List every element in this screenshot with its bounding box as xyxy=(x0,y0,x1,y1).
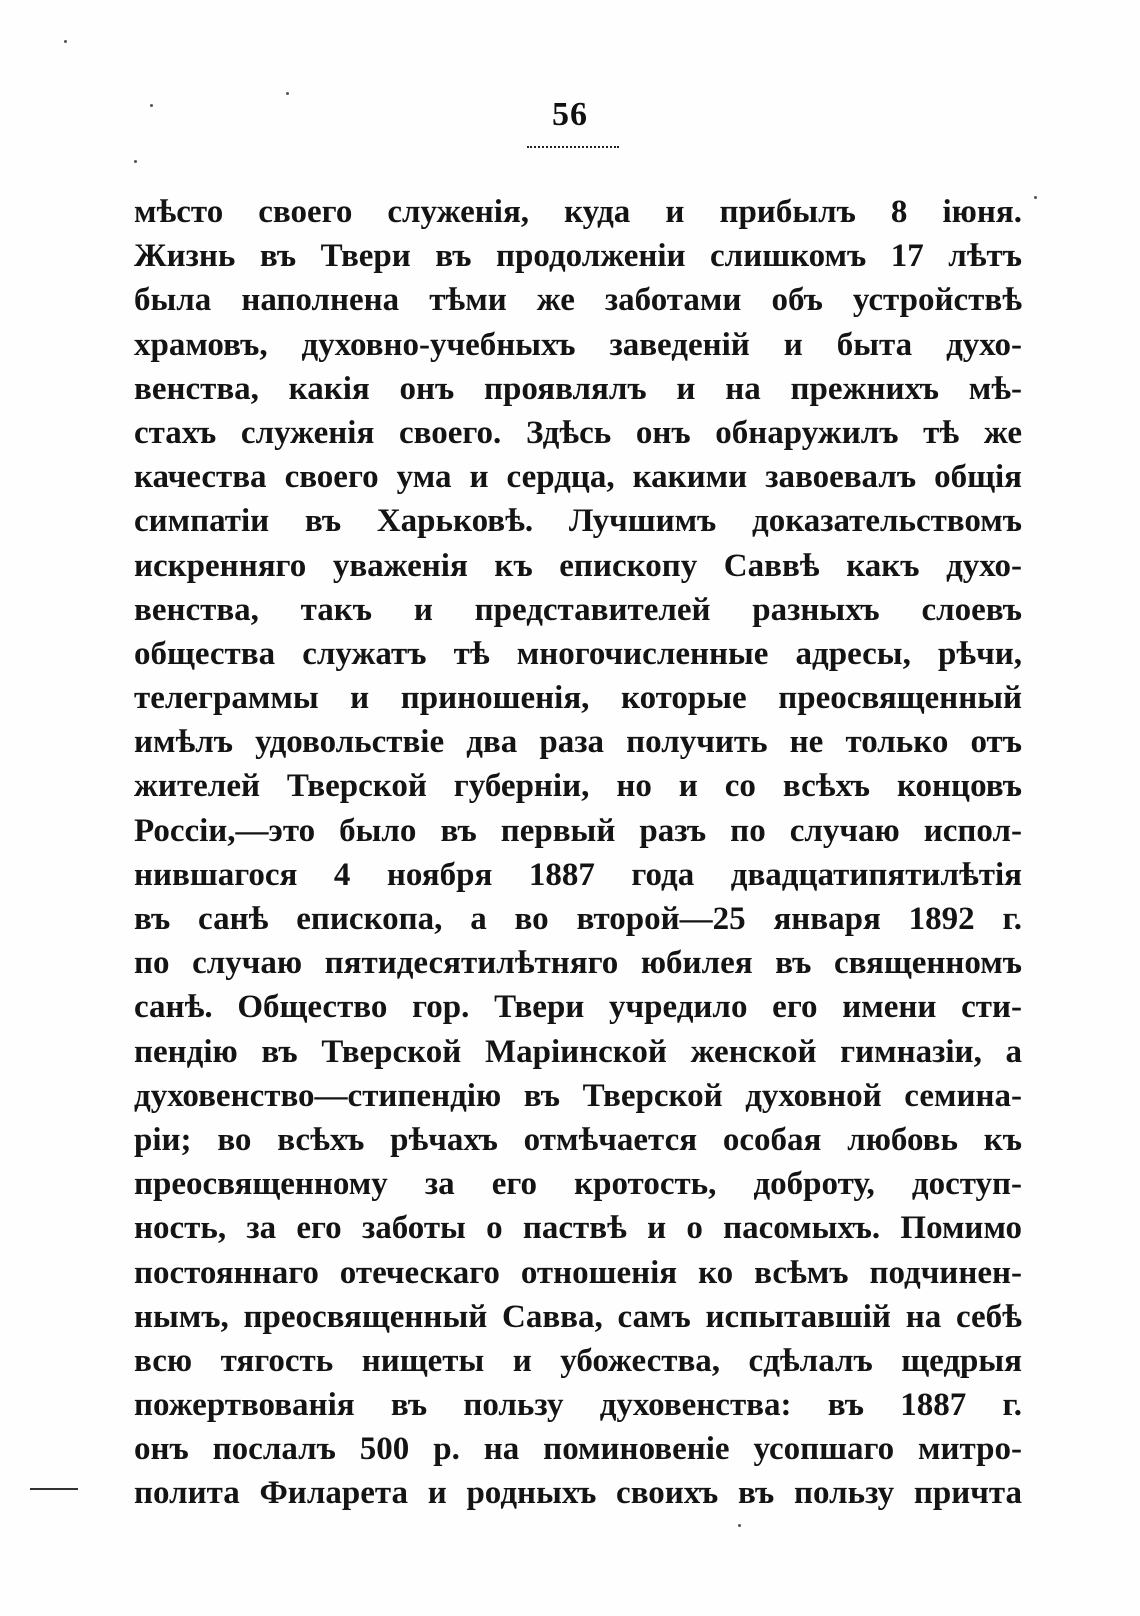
text-line: духовенство—стипендію въ Тверской духовной семина- xyxy=(134,1077,1022,1114)
text-line: нившагося 4 ноября 1887 года двадцатипятилѣтія xyxy=(134,856,1022,893)
text-line: пожертвованія въ пользу духовенства: въ 1887 г. xyxy=(134,1387,1022,1424)
text-line: полита Филарета и родныхъ своихъ въ пользу причта xyxy=(134,1475,1022,1512)
body-text xyxy=(134,190,1022,1516)
text-line: венства, такъ и представителей разныхъ слоевъ xyxy=(134,591,1022,628)
text-line: Россіи,—это было въ первый разъ по случаю испол- xyxy=(134,812,1022,849)
text-line: имѣлъ удовольствіе два раза получить не только отъ xyxy=(134,724,1022,761)
text-line: въ санѣ епископа, а во второй—25 января 1892 г. xyxy=(134,901,1022,937)
text-line: искренняго уваженія къ епископу Саввѣ какъ духо- xyxy=(134,547,1022,584)
text-line: по случаю пятидесятилѣтняго юбилея въ священномъ xyxy=(134,945,1022,982)
print-speck xyxy=(738,1524,741,1527)
text-line: была наполнена тѣми же заботами объ устройствѣ xyxy=(134,282,1022,319)
text-line: венства, какія онъ проявлялъ и на прежнихъ мѣ- xyxy=(134,370,1022,407)
print-speck xyxy=(286,92,289,95)
page-number-underline xyxy=(527,146,619,148)
text-line: Жизнь въ Твери въ продолженіи слишкомъ 17 лѣтъ xyxy=(134,238,1022,275)
text-line: постояннаго отеческаго отношенія ко всѣмъ подчинен- xyxy=(134,1254,1022,1291)
margin-dash-mark xyxy=(30,1488,78,1490)
text-line: онъ послалъ 500 р. на поминовеніе усопшаго митро- xyxy=(134,1431,1022,1468)
text-line: ріи; во всѣхъ рѣчахъ отмѣчается особая любовь къ xyxy=(134,1121,1022,1158)
text-line: пендію въ Тверской Маріинской женской гимназіи, а xyxy=(134,1033,1022,1070)
text-line: ность, за его заботы о паствѣ и о пасомыхъ. Помимо xyxy=(134,1210,1022,1247)
print-speck xyxy=(134,160,137,163)
text-line: санѣ. Общество гор. Твери учредило его имени сти- xyxy=(134,989,1022,1026)
page-number: 56 xyxy=(552,96,588,133)
text-line: стахъ служенія своего. Здѣсь онъ обнаружилъ тѣ же xyxy=(134,414,1022,451)
print-speck xyxy=(64,40,67,43)
text-line: общества служатъ тѣ многочисленные адресы, рѣчи, xyxy=(134,635,1022,672)
text-line: мѣсто своего служенія, куда и прибылъ 8 іюня. xyxy=(134,194,1022,230)
text-line: храмовъ, духовно-учебныхъ заведеній и быта духо- xyxy=(134,326,1022,363)
text-line: нымъ, преосвященный Савва, самъ испытавшій на себѣ xyxy=(134,1298,1022,1335)
text-line: телеграммы и приношенія, которые преосвященный xyxy=(134,680,1022,717)
text-line: всю тягость нищеты и убожества, сдѣлалъ щедрыя xyxy=(134,1342,1022,1379)
text-line: преосвященному за его кротость, доброту, доступ- xyxy=(134,1166,1022,1203)
print-speck xyxy=(1034,196,1037,199)
text-line: симпатіи въ Харьковѣ. Лучшимъ доказательствомъ xyxy=(134,503,1022,540)
text-line: качества своего ума и сердца, какими завоевалъ общія xyxy=(134,459,1022,496)
text-line: жителей Тверской губерніи, но и со всѣхъ концовъ xyxy=(134,768,1022,805)
